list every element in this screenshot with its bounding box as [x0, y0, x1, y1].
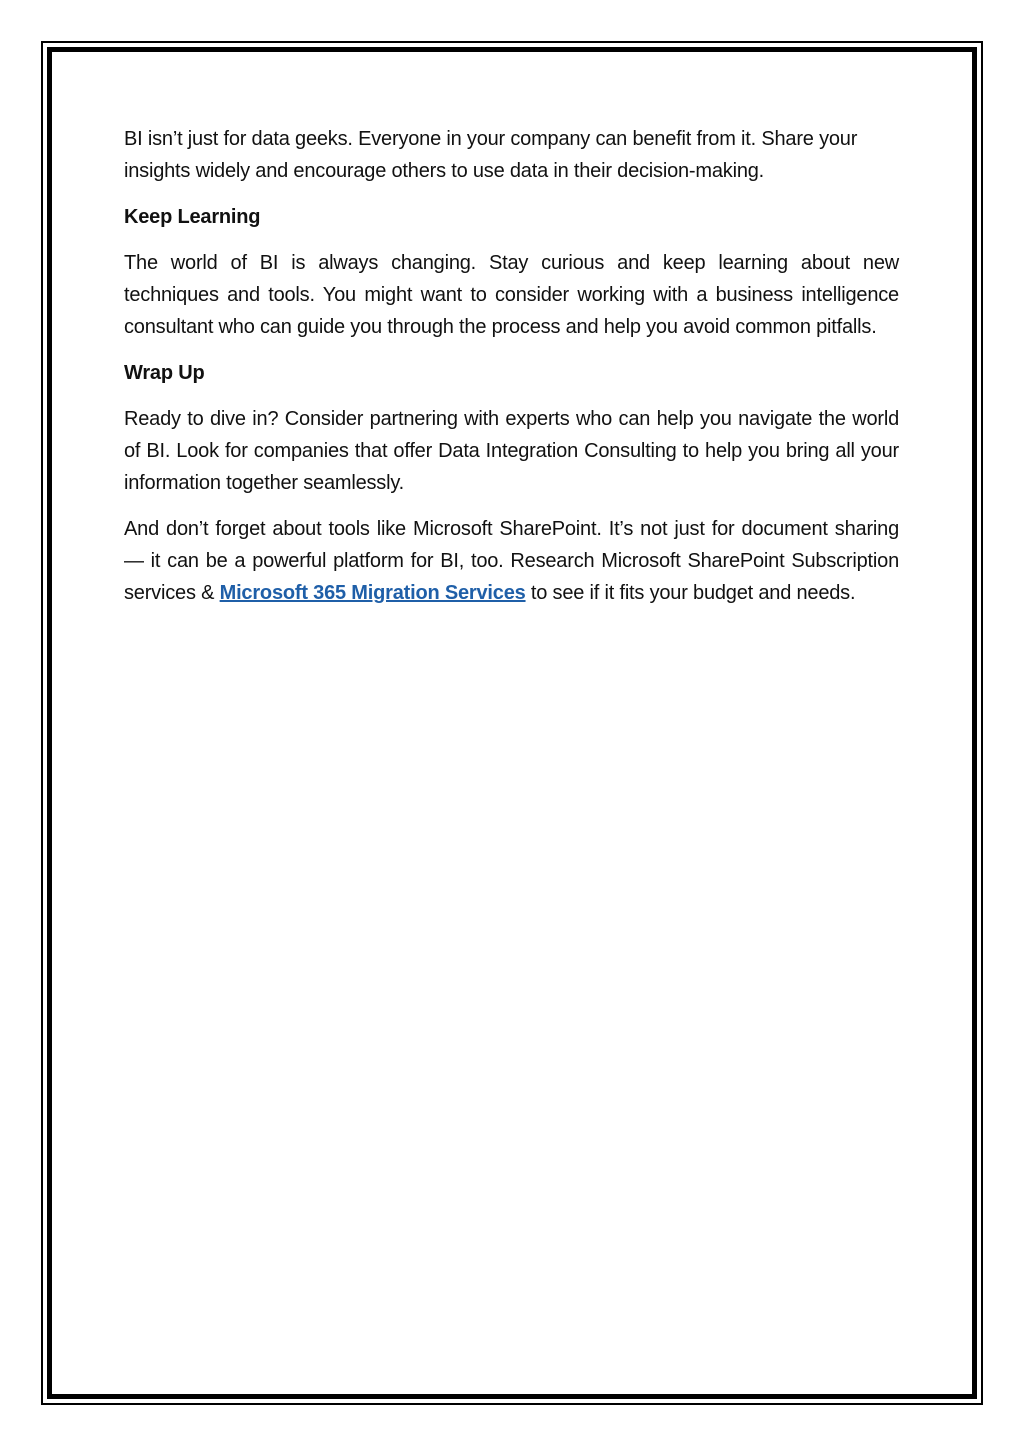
microsoft-365-migration-services-link[interactable]: Microsoft 365 Migration Services [219, 582, 526, 604]
paragraph-sharepoint [124, 513, 899, 609]
paragraph-sharepoint-text-after: to see if it fits your budget and needs. [525, 582, 856, 604]
paragraph-keep-learning: The world of BI is always changing. Stay curious and keep learning about new techniques and tools. You might want to consider working with a business intelligence consultant who can guide you through the process and help you avoid common pitfalls. [124, 252, 899, 338]
heading-wrap-up: Wrap Up [124, 362, 205, 384]
document-body [124, 123, 899, 623]
heading-keep-learning: Keep Learning [124, 206, 261, 228]
paragraph-bi-for-everyone: BI isn’t just for data geeks. Everyone in your company can benefit from it. Share your insights widely and encourage others to use data in their decision-making. [124, 128, 858, 182]
paragraph-sharepoint-text-before: And don’t forget about tools like Microsoft SharePoint. It’s not just for document sharing — it can be a powerful platform for BI, too. Research Microsoft SharePoint Subscription services & [124, 518, 899, 604]
paragraph-wrap-up: Ready to dive in? Consider partnering with experts who can help you navigate the world of BI. Look for companies that offer Data Integration Consulting to help you bring all your information together seamlessly. [124, 408, 899, 494]
